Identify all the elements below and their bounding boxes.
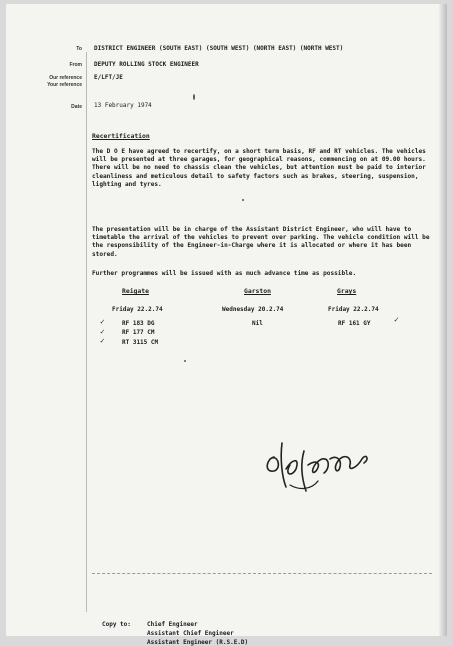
copy-recipient: Assistant Chief Engineer	[147, 630, 234, 637]
date-label: Date	[71, 104, 82, 110]
to-value: DISTRICT ENGINEER (SOUTH EAST) (SOUTH WEST) (NORTH EAST) (NORTH WEST)	[94, 45, 344, 52]
from-value: DEPUTY ROLLING STOCK ENGINEER	[94, 61, 199, 68]
memo-paragraph-2: The presentation will be in charge of the Assistant District Engineer, who will have to timetable the arrival of the vehicles to prevent over parking. The vehicle condition will be the responsibility of the Engineer-in-Charge where it is allocated or where it has been stored.	[92, 226, 430, 258]
check-mark-icon: ✓	[100, 336, 105, 345]
garston-vehicle: Nil	[252, 320, 263, 327]
to-label: To	[76, 46, 82, 52]
reigate-date: Friday 22.2.74	[112, 306, 163, 313]
margin-rule	[86, 52, 87, 612]
memo-paragraph-3: Further programmes will be issued with as much advance time as possible.	[92, 270, 357, 277]
your-reference-label: Your reference	[47, 82, 82, 88]
garage-garston-heading: Garston	[244, 287, 271, 295]
garston-date: Wednesday 20.2.74	[222, 306, 284, 313]
reigate-vehicle: RF 177 CM	[122, 329, 155, 336]
grays-vehicle: RF 161 GY	[338, 320, 371, 327]
garage-grays-heading: Grays	[337, 287, 357, 295]
memo-heading: Recertification	[92, 132, 150, 140]
from-label: From	[69, 62, 82, 68]
memo-page	[6, 4, 447, 646]
scan-speck	[242, 199, 244, 201]
date-value: 13 February 1974	[94, 102, 152, 109]
check-mark-icon: ✓	[100, 317, 105, 326]
scan-speck	[193, 94, 195, 100]
scan-edge-shadow	[439, 4, 447, 636]
our-reference-label: Our reference	[49, 75, 82, 81]
our-reference-value: E/LFT/JE	[94, 74, 123, 81]
grays-date: Friday 22.2.74	[328, 306, 379, 313]
scan-speck	[184, 360, 186, 362]
reigate-vehicle: RF 183 DG	[122, 320, 155, 327]
copy-recipient: Assistant Engineer (R.S.E.D)	[147, 639, 249, 646]
memo-paragraph-1: The D O E have agreed to recertify, on a short term basis, RF and RT vehicles. The vehicles will be presented at three garages, for geographical reasons, commencing on at 09.00 hours. There will be no need to chassis clean the vehicles, but attention must be paid to interior cleanliness and meticulous detail to safety factors such as brakes, steering, suspension, lighting and tyres.	[92, 148, 426, 188]
dashed-divider	[92, 573, 432, 574]
copy-to-label: Copy to:	[102, 621, 131, 628]
copy-recipient: Chief Engineer	[147, 621, 198, 628]
reigate-vehicle: RT 3115 CM	[122, 339, 159, 346]
check-mark-icon: ✓	[100, 327, 105, 336]
handwritten-signature	[260, 429, 378, 504]
check-mark-icon: ✓	[394, 315, 399, 324]
garage-reigate-heading: Reigate	[122, 287, 149, 295]
